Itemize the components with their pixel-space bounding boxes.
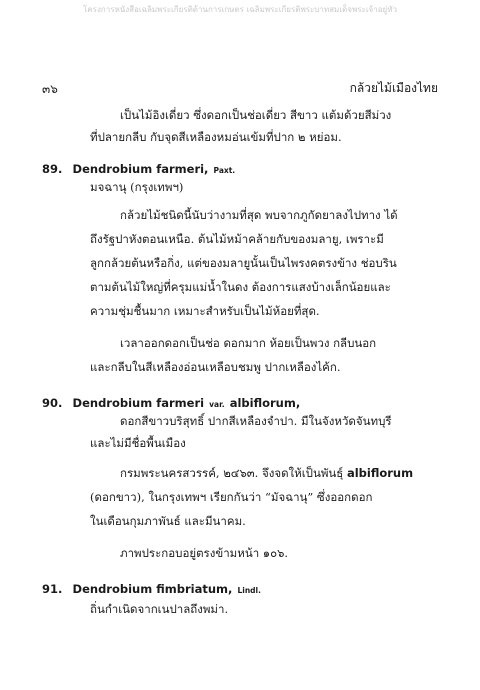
entry-number: 91. <box>42 582 63 596</box>
paragraph-line: ในเดือนกุมภาพันธ์ และมีนาคม. <box>90 514 246 528</box>
page-number: ๓๖ <box>42 82 58 96</box>
plate-reference: ภาพประกอบอยู่ตรงข้ามหน้า ๑๐๖. <box>120 546 289 560</box>
paragraph-line: ลูกกล้วยต้นหรือกิ่ง, แต่ของมลายูนั้นเป็นไพรงคตรงข้าง ช่อบริน <box>90 256 397 270</box>
paragraph-line: ความชุ่มชื้นมาก เหมาะสำหรับเป็นไม้ห้อยที่สุด. <box>90 304 320 318</box>
header-banner: โครงการหนังสือเฉลิมพระเกียรติด้านการเกษตร เฉลิมพระเกียรติพระบาทสมเด็จพระเจ้าอยู่หัว <box>83 5 397 14</box>
paragraph-line: ดอกสีขาวบริสุทธิ์ ปากสีเหลืองจำปา. มีในจังหวัดจันทบุรี <box>120 414 392 428</box>
running-head: กล้วยไม้เมืองไทย <box>349 81 438 95</box>
species-name: Dendrobium fimbriatum, <box>72 582 233 596</box>
intro-line-1: เป็นไม้อิงเดี่ยว ซึ่งดอกเป็นช่อเดี่ยว สีขาว แต้มด้วยสีม่วง <box>120 108 392 122</box>
paragraph-line: ถิ่นกำเนิดจากเนปาลถึงพม่า. <box>90 602 229 616</box>
intro-line-2: ที่ปลายกลีบ กับจุดสีเหลืองหมอ่นเข้มที่ปาก ๒ หย่อม. <box>90 130 342 144</box>
paragraph-line: เวลาออกดอกเป็นช่อ ดอกมาก ห้อยเป็นพวง กลีบนอก <box>120 336 377 350</box>
paragraph-line: และกลีบในสีเหลืองอ่อนเหลือบชมพู ปากเหลืองไค้ก. <box>90 360 341 374</box>
text-span: กรมพระนครสวรรค์, ๒๔๖๓. จึงจดให้เป็นพันธุ์ <box>120 466 344 480</box>
variety-name: albiflorum, <box>229 396 301 410</box>
variety-name: albiflorum <box>346 466 414 480</box>
entry-91-heading <box>42 578 261 597</box>
paragraph-line: (ดอกขาว), ในกรุงเทพฯ เรียกกันว่า “มัจฉานุ” ซึ่งออกดอก <box>90 490 373 504</box>
species-author: Lindl. <box>237 586 261 595</box>
species-name: Dendrobium farmeri <box>72 396 205 410</box>
common-name: มจฉานุ (กรุงเทพฯ) <box>90 180 184 194</box>
variety-marker: var. <box>209 400 225 409</box>
paragraph-line: ถึงรัฐปาหังตอนเหนือ. ต้นไม้หม้าคล้ายกับของมลายู, เพราะมี <box>90 232 384 246</box>
species-author: Paxt. <box>213 166 236 175</box>
species-name: Dendrobium farmeri, <box>72 162 209 176</box>
paragraph-line <box>120 462 413 484</box>
paragraph-line: ตามต้นไม้ใหญ่ที่ครุมแม่น้ำในดง ต้องการแสงบ้างเล็กน้อยและ <box>90 280 391 294</box>
entry-number: 90. <box>42 396 63 410</box>
paragraph-line: และไม่มีชื่อพื้นเมือง <box>90 436 186 450</box>
paragraph-line: กล้วยไม้ชนิดนี้นับว่างามที่สุด พบจากภูกัดยาลงไปทาง ได้ <box>120 208 398 222</box>
entry-number: 89. <box>42 162 63 176</box>
entry-89-heading <box>42 158 235 177</box>
entry-90-heading <box>42 392 300 411</box>
